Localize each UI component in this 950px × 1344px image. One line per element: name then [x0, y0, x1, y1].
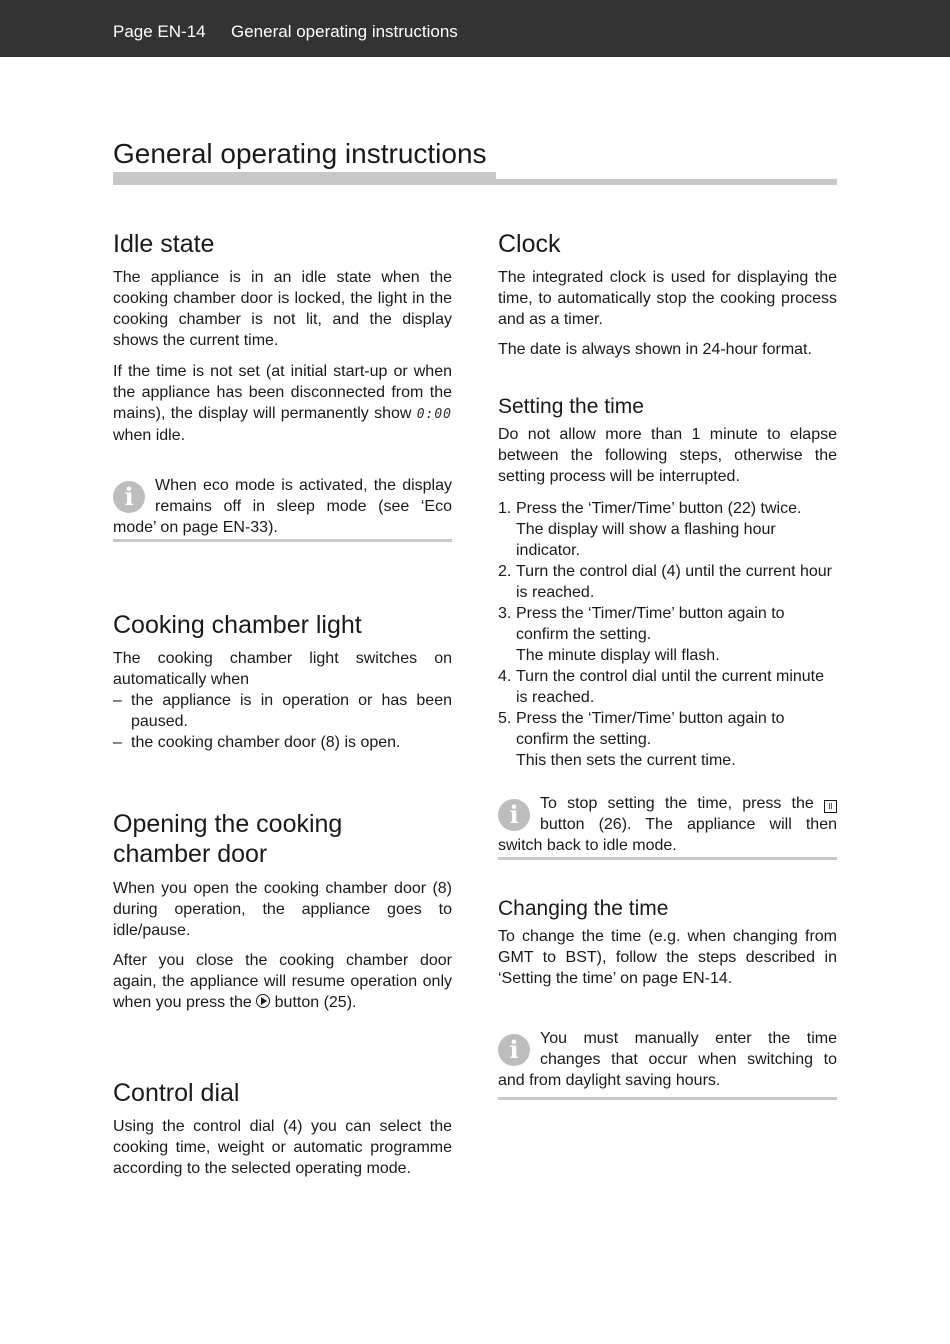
- opening-door-text: After you close the cooking chamber door again, the appliance will resume operation only when you press the: [113, 952, 452, 1011]
- step-number: 5.: [498, 710, 512, 727]
- info-divider: [113, 539, 452, 542]
- idle-state-paragraph-2: [113, 361, 452, 446]
- idle-state-heading: Idle state: [113, 230, 215, 258]
- opening-door-heading-line-1: Opening the cooking: [113, 810, 343, 838]
- opening-door-paragraph-1: When you open the cooking chamber door (8) during operation, the appliance goes to idle/pause.: [113, 880, 452, 939]
- daylight-saving-info-box: [498, 1028, 837, 1091]
- step-subtext: The display will show a flashing hour indicator.: [516, 521, 776, 559]
- page-header: [0, 0, 950, 57]
- cooking-chamber-light-heading: Cooking chamber light: [113, 611, 362, 639]
- clock-heading: Clock: [498, 230, 561, 258]
- info-icon: i: [498, 1034, 530, 1066]
- opening-door-heading-line-2: chamber door: [113, 840, 268, 868]
- time-display-icon: 0:00: [416, 407, 452, 422]
- step-subtext: This then sets the current time.: [516, 752, 736, 769]
- opening-door-tail: button (25).: [270, 994, 357, 1011]
- list-item: – the appliance is in operation or has been paused.: [113, 690, 452, 732]
- step-text: Press the ‘Timer/Time’ button again to confirm the setting.: [516, 710, 785, 748]
- cooking-chamber-light-intro: The cooking chamber light switches on automatically when: [113, 650, 452, 688]
- list-item: [498, 603, 837, 666]
- title-underline: [113, 172, 496, 185]
- step-text: Turn the control dial (4) until the current hour is reached.: [516, 563, 833, 601]
- info-icon: i: [498, 799, 530, 831]
- control-dial-paragraph: Using the control dial (4) you can select the cooking time, weight or automatic programme according to the selected operating mode.: [113, 1118, 452, 1177]
- step-text: Press the ‘Timer/Time’ button again to confirm the setting.: [516, 605, 785, 643]
- list-item: [498, 561, 837, 603]
- stop-icon: II: [824, 800, 837, 813]
- idle-state-paragraph-1: The appliance is in an idle state when the cooking chamber door is locked, the light in the cooking chamber is not lit, and the display shows the current time.: [113, 269, 452, 349]
- list-item: [498, 708, 837, 771]
- setting-time-steps: [498, 498, 837, 771]
- stop-setting-info-text: To stop setting the time, press the: [540, 795, 824, 812]
- opening-door-heading: [113, 809, 342, 869]
- idle-state-text: If the time is not set (at initial start-up or when the appliance has been disconnected from the mains), the display will permanently show: [113, 363, 452, 422]
- cooking-chamber-light-list: [113, 690, 452, 753]
- changing-time-heading: Changing the time: [498, 897, 669, 920]
- clock-paragraph-1: The integrated clock is used for displaying the time, to automatically stop the cooking process and as a timer.: [498, 269, 837, 328]
- list-item: – the cooking chamber door (8) is open.: [113, 732, 452, 753]
- list-item: [498, 666, 837, 708]
- control-dial-heading: Control dial: [113, 1079, 240, 1107]
- step-subtext: The minute display will flash.: [516, 647, 720, 664]
- eco-mode-info-box: [113, 475, 452, 538]
- info-divider: [498, 857, 837, 860]
- setting-time-heading: Setting the time: [498, 395, 644, 418]
- eco-mode-info-text: When eco mode is activated, the display remains off in sleep mode (see ‘Eco mode’ on page EN-33).: [113, 477, 452, 536]
- daylight-saving-info-text: You must manually enter the time changes that occur when switching to and from daylight saving hours.: [498, 1030, 837, 1089]
- list-item: [498, 498, 837, 561]
- page-number: Page EN-14: [113, 22, 206, 41]
- clock-paragraph-2: The date is always shown in 24-hour format.: [498, 341, 812, 358]
- title-underline-extension: [496, 179, 837, 185]
- info-icon: i: [113, 481, 145, 513]
- changing-time-paragraph: To change the time (e.g. when changing from GMT to BST), follow the steps described in ‘Setting the time’ on page EN-14.: [498, 928, 837, 987]
- idle-state-tail: when idle.: [113, 427, 186, 444]
- step-number: 2.: [498, 563, 512, 580]
- header-section-title: General operating instructions: [231, 22, 458, 41]
- info-divider: [498, 1097, 837, 1100]
- play-icon: [256, 994, 270, 1008]
- stop-setting-info-box: [498, 793, 837, 856]
- stop-setting-info-tail: button (26). The appliance will then switch back to idle mode.: [498, 816, 837, 854]
- setting-time-intro: Do not allow more than 1 minute to elapse between the following steps, otherwise the setting process will be interrupted.: [498, 426, 837, 485]
- step-number: 3.: [498, 605, 512, 622]
- step-text: Turn the control dial until the current minute is reached.: [516, 668, 825, 706]
- step-text: Press the ‘Timer/Time’ button (22) twice.: [516, 500, 802, 517]
- step-number: 4.: [498, 668, 512, 685]
- page-title: General operating instructions: [113, 138, 487, 169]
- opening-door-paragraph-2: [113, 950, 452, 1013]
- step-number: 1.: [498, 500, 512, 517]
